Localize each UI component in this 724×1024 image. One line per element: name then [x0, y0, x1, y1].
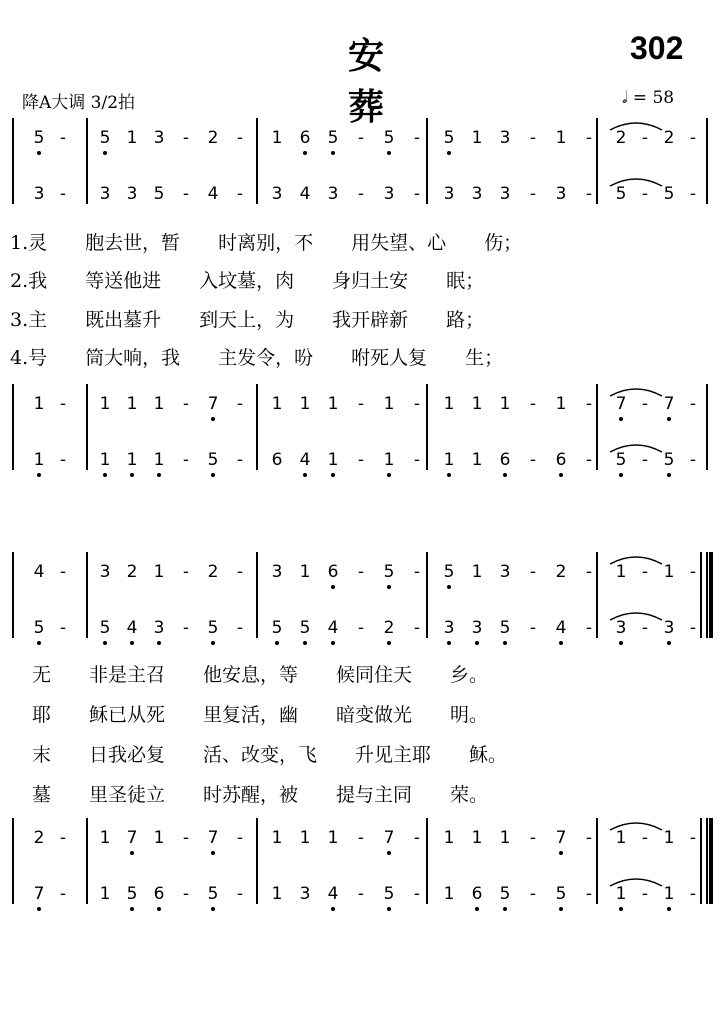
note: 1	[153, 394, 165, 414]
note: 1	[327, 394, 339, 414]
note: 5	[296, 618, 314, 638]
octave-dot	[387, 851, 391, 855]
dash-hold: -	[357, 618, 365, 638]
bar-line	[86, 118, 88, 204]
note: 1	[327, 828, 339, 848]
dash-hold: -	[59, 562, 67, 582]
dash-hold: -	[689, 450, 697, 470]
dash-hold: -	[529, 884, 537, 904]
note: 1	[299, 562, 311, 582]
octave-dot	[103, 641, 107, 645]
dash-hold: -	[413, 562, 421, 582]
bar-line	[426, 818, 428, 904]
dash-hold: -	[689, 128, 697, 148]
octave-dot	[619, 641, 623, 645]
dash-hold: -	[585, 184, 593, 204]
octave-dot	[331, 151, 335, 155]
bar-line	[706, 384, 708, 470]
note: 5	[96, 128, 114, 148]
note: 2	[33, 828, 45, 848]
bar-line	[12, 552, 14, 638]
bar-line	[86, 384, 88, 470]
octave-dot	[619, 473, 623, 477]
dash-hold: -	[529, 828, 537, 848]
note: 2	[207, 128, 219, 148]
note: 5	[30, 618, 48, 638]
bar-line	[86, 552, 88, 638]
note: 3	[99, 562, 111, 582]
note: 3	[271, 562, 283, 582]
tie-arc	[606, 818, 666, 832]
note: 1	[99, 394, 111, 414]
note: 5	[496, 884, 514, 904]
final-bar-line	[709, 818, 713, 904]
dash-hold: -	[529, 184, 537, 204]
note: 5	[663, 184, 675, 204]
note: 4	[296, 450, 314, 470]
octave-dot	[37, 473, 41, 477]
note: 3	[468, 618, 486, 638]
dash-hold: -	[529, 450, 537, 470]
note: 3	[99, 184, 111, 204]
note: 1	[663, 562, 675, 582]
octave-dot	[503, 907, 507, 911]
dash-hold: -	[59, 184, 67, 204]
dash-hold: -	[529, 618, 537, 638]
octave-dot	[387, 473, 391, 477]
octave-dot	[447, 641, 451, 645]
octave-dot	[331, 907, 335, 911]
octave-dot	[559, 851, 563, 855]
note: 4	[324, 884, 342, 904]
octave-dot	[37, 641, 41, 645]
note: 1	[153, 562, 165, 582]
note: 1	[96, 450, 114, 470]
bar-line	[256, 552, 258, 638]
note: 7	[380, 828, 398, 848]
bar-line	[12, 118, 14, 204]
note: 7	[30, 884, 48, 904]
octave-dot	[211, 851, 215, 855]
dash-hold: -	[641, 128, 649, 148]
tempo-marking: 𝅗𝅥 = 58	[622, 88, 675, 108]
octave-dot	[667, 907, 671, 911]
octave-dot	[667, 417, 671, 421]
tie-arc	[606, 440, 666, 454]
octave-dot	[157, 907, 161, 911]
dash-hold: -	[529, 128, 537, 148]
note: 6	[496, 450, 514, 470]
dash-hold: -	[641, 828, 649, 848]
key-signature: 降A大调 3/2拍	[22, 93, 136, 113]
note: 5	[30, 128, 48, 148]
lyric-line: 无 非是主召 他安息，等 候同住天 乡。	[32, 664, 489, 686]
note: 5	[660, 450, 678, 470]
note: 5	[496, 618, 514, 638]
bar-line	[426, 552, 428, 638]
octave-dot	[130, 907, 134, 911]
tie-arc	[606, 608, 666, 622]
note: 3	[499, 184, 511, 204]
note: 1	[271, 884, 283, 904]
octave-dot	[103, 473, 107, 477]
note: 7	[204, 394, 222, 414]
dash-hold: -	[413, 394, 421, 414]
note: 3	[126, 184, 138, 204]
dash-hold: -	[689, 618, 697, 638]
note: 3	[499, 562, 511, 582]
bar-line	[86, 818, 88, 904]
bar-line	[706, 818, 708, 904]
note: 4	[552, 618, 570, 638]
hymn-title: 安 葬	[347, 36, 477, 128]
octave-dot	[387, 907, 391, 911]
note: 5	[380, 562, 398, 582]
dash-hold: -	[357, 450, 365, 470]
octave-dot	[503, 473, 507, 477]
note: 7	[123, 828, 141, 848]
dash-hold: -	[357, 394, 365, 414]
dash-hold: -	[689, 828, 697, 848]
dash-hold: -	[585, 884, 593, 904]
dash-hold: -	[689, 562, 697, 582]
octave-dot	[447, 585, 451, 589]
octave-dot	[619, 417, 623, 421]
note: 5	[153, 184, 165, 204]
dash-hold: -	[59, 450, 67, 470]
note: 7	[552, 828, 570, 848]
dash-hold: -	[357, 828, 365, 848]
tie-arc	[606, 384, 666, 398]
note: 3	[383, 184, 395, 204]
dash-hold: -	[641, 450, 649, 470]
octave-dot	[475, 641, 479, 645]
note: 5	[204, 450, 222, 470]
note: 6	[324, 562, 342, 582]
dash-hold: -	[689, 394, 697, 414]
dash-hold: -	[413, 184, 421, 204]
dash-hold: -	[413, 884, 421, 904]
note: 1	[299, 394, 311, 414]
note: 1	[499, 394, 511, 414]
dash-hold: -	[59, 828, 67, 848]
dash-hold: -	[236, 128, 244, 148]
octave-dot	[157, 641, 161, 645]
note: 5	[612, 450, 630, 470]
final-bar-line	[709, 552, 713, 638]
note: 1	[153, 828, 165, 848]
dash-hold: -	[529, 562, 537, 582]
dash-hold: -	[641, 562, 649, 582]
note: 4	[324, 618, 342, 638]
octave-dot	[503, 641, 507, 645]
note: 5	[204, 618, 222, 638]
note: 3	[660, 618, 678, 638]
note: 1	[471, 562, 483, 582]
dash-hold: -	[357, 184, 365, 204]
bar-line	[12, 818, 14, 904]
note: 1	[443, 884, 455, 904]
octave-dot	[275, 641, 279, 645]
octave-dot	[331, 473, 335, 477]
dash-hold: -	[236, 884, 244, 904]
octave-dot	[211, 473, 215, 477]
octave-dot	[559, 641, 563, 645]
octave-dot	[303, 473, 307, 477]
dash-hold: -	[236, 828, 244, 848]
note: 5	[96, 618, 114, 638]
octave-dot	[331, 641, 335, 645]
note: 1	[33, 394, 45, 414]
octave-dot	[303, 641, 307, 645]
note: 5	[324, 128, 342, 148]
lyric-line: 2.我 等送他进 入坟墓，肉 身归土安 眠；	[10, 270, 485, 292]
note: 4	[207, 184, 219, 204]
dash-hold: -	[585, 618, 593, 638]
octave-dot	[667, 641, 671, 645]
note: 5	[440, 562, 458, 582]
note: 5	[268, 618, 286, 638]
dash-hold: -	[413, 618, 421, 638]
octave-dot	[475, 907, 479, 911]
dash-hold: -	[641, 184, 649, 204]
note: 5	[440, 128, 458, 148]
note: 1	[271, 128, 283, 148]
lyric-line: 耶 稣已从死 里复活，幽 暗变做光 明。	[32, 704, 489, 726]
lyric-line: 末 日我必复 活、改变，飞 升见主耶 稣。	[32, 744, 508, 766]
note: 1	[380, 450, 398, 470]
note: 3	[153, 128, 165, 148]
note: 2	[555, 562, 567, 582]
octave-dot	[447, 473, 451, 477]
tie-arc	[606, 874, 666, 888]
note: 1	[271, 394, 283, 414]
note: 2	[380, 618, 398, 638]
octave-dot	[157, 473, 161, 477]
dash-hold: -	[585, 828, 593, 848]
dash-hold: -	[59, 884, 67, 904]
dash-hold: -	[236, 618, 244, 638]
dash-hold: -	[529, 394, 537, 414]
note: 1	[615, 828, 627, 848]
octave-dot	[559, 473, 563, 477]
note: 1	[126, 128, 138, 148]
note: 3	[271, 184, 283, 204]
note: 1	[499, 828, 511, 848]
note: 1	[612, 884, 630, 904]
note: 2	[615, 128, 627, 148]
note: 1	[440, 450, 458, 470]
note: 3	[33, 184, 45, 204]
note: 5	[380, 128, 398, 148]
dash-hold: -	[413, 828, 421, 848]
dash-hold: -	[585, 128, 593, 148]
octave-dot	[619, 907, 623, 911]
note: 5	[123, 884, 141, 904]
dash-hold: -	[413, 450, 421, 470]
dash-hold: -	[59, 618, 67, 638]
octave-dot	[211, 417, 215, 421]
lyric-line: 3.主 既出墓升 到天上，为 我开辟新 路；	[10, 309, 485, 331]
octave-dot	[211, 907, 215, 911]
octave-dot	[130, 473, 134, 477]
note: 3	[299, 884, 311, 904]
octave-dot	[331, 585, 335, 589]
octave-dot	[37, 151, 41, 155]
octave-dot	[130, 851, 134, 855]
note: 1	[99, 884, 111, 904]
lyric-line: 1.灵 胞去世，暂 时离别，不 用失望、心 伤；	[10, 232, 523, 254]
note: 7	[660, 394, 678, 414]
dash-hold: -	[59, 394, 67, 414]
octave-dot	[387, 151, 391, 155]
note: 7	[204, 828, 222, 848]
note: 1	[443, 394, 455, 414]
octave-dot	[37, 907, 41, 911]
dash-hold: -	[182, 562, 190, 582]
note: 3	[555, 184, 567, 204]
note: 6	[552, 450, 570, 470]
note: 3	[443, 184, 455, 204]
note: 3	[150, 618, 168, 638]
note: 4	[123, 618, 141, 638]
note: 5	[615, 184, 627, 204]
note: 1	[299, 828, 311, 848]
bar-line	[706, 118, 708, 204]
note: 6	[296, 128, 314, 148]
dash-hold: -	[236, 184, 244, 204]
octave-dot	[130, 641, 134, 645]
note: 1	[123, 450, 141, 470]
note: 1	[271, 828, 283, 848]
dash-hold: -	[641, 618, 649, 638]
note: 4	[299, 184, 311, 204]
dash-hold: -	[357, 562, 365, 582]
dash-hold: -	[689, 884, 697, 904]
tie-arc	[606, 552, 666, 566]
note: 5	[380, 884, 398, 904]
note: 3	[471, 184, 483, 204]
note: 6	[150, 884, 168, 904]
note: 1	[324, 450, 342, 470]
note: 4	[33, 562, 45, 582]
note: 1	[615, 562, 627, 582]
note: 1	[126, 394, 138, 414]
dash-hold: -	[182, 828, 190, 848]
dash-hold: -	[413, 128, 421, 148]
note: 5	[552, 884, 570, 904]
hymn-number: 302	[630, 30, 684, 66]
note: 1	[471, 128, 483, 148]
note: 3	[499, 128, 511, 148]
note: 7	[612, 394, 630, 414]
dash-hold: -	[585, 394, 593, 414]
bar-line	[426, 118, 428, 204]
dash-hold: -	[182, 128, 190, 148]
note: 3	[612, 618, 630, 638]
octave-dot	[303, 151, 307, 155]
note: 1	[471, 394, 483, 414]
dash-hold: -	[236, 450, 244, 470]
note: 1	[30, 450, 48, 470]
lyric-line: 墓 里圣徒立 时苏醒，被 提与主同 荣。	[32, 784, 489, 806]
note: 3	[327, 184, 339, 204]
note: 1	[471, 450, 483, 470]
note: 1	[663, 828, 675, 848]
bar-line	[426, 384, 428, 470]
dash-hold: -	[357, 128, 365, 148]
bar-line	[256, 818, 258, 904]
note: 6	[468, 884, 486, 904]
bar-line	[256, 118, 258, 204]
note: 2	[126, 562, 138, 582]
dash-hold: -	[236, 562, 244, 582]
tie-arc	[606, 174, 666, 188]
dash-hold: -	[236, 394, 244, 414]
octave-dot	[559, 907, 563, 911]
octave-dot	[387, 641, 391, 645]
octave-dot	[447, 151, 451, 155]
note: 1	[555, 128, 567, 148]
dash-hold: -	[689, 184, 697, 204]
note: 1	[555, 394, 567, 414]
dash-hold: -	[182, 884, 190, 904]
lyric-line: 4.号 筒大响，我 主发令，吩 咐死人复 生；	[10, 347, 504, 369]
note: 3	[440, 618, 458, 638]
note: 1	[471, 828, 483, 848]
note: 5	[204, 884, 222, 904]
note: 6	[271, 450, 283, 470]
dash-hold: -	[182, 184, 190, 204]
octave-dot	[211, 641, 215, 645]
note: 1	[150, 450, 168, 470]
dash-hold: -	[182, 618, 190, 638]
note: 2	[663, 128, 675, 148]
octave-dot	[667, 473, 671, 477]
dash-hold: -	[357, 884, 365, 904]
note: 2	[207, 562, 219, 582]
dash-hold: -	[641, 884, 649, 904]
tie-arc	[606, 118, 666, 132]
dash-hold: -	[585, 562, 593, 582]
bar-line	[706, 552, 708, 638]
bar-line	[256, 384, 258, 470]
dash-hold: -	[585, 450, 593, 470]
note: 1	[99, 828, 111, 848]
dash-hold: -	[182, 450, 190, 470]
dash-hold: -	[641, 394, 649, 414]
dash-hold: -	[59, 128, 67, 148]
bar-line	[12, 384, 14, 470]
note: 1	[383, 394, 395, 414]
note: 1	[443, 828, 455, 848]
note: 1	[660, 884, 678, 904]
octave-dot	[387, 585, 391, 589]
dash-hold: -	[182, 394, 190, 414]
octave-dot	[103, 151, 107, 155]
